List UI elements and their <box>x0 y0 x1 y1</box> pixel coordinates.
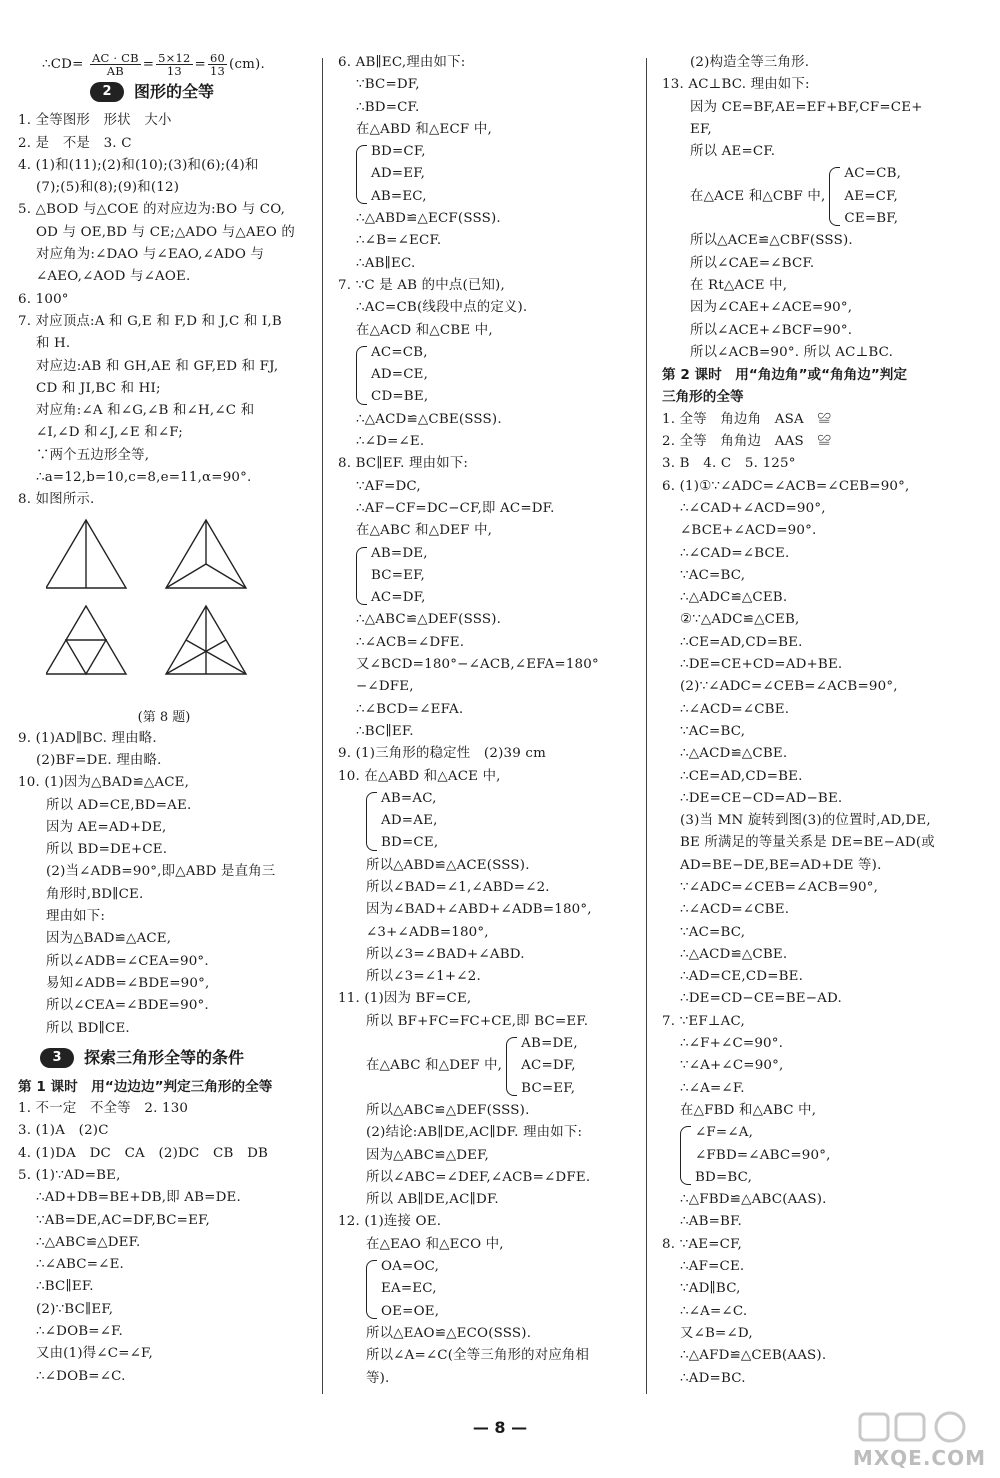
answer-line: 易知∠ADB=∠BDE=90°, <box>46 975 210 991</box>
answer-line: ∴AF−CF=DC−CF,即 AC=DF. <box>356 500 555 516</box>
answer-line: ∴AF=CE. <box>680 1259 745 1275</box>
answer-line: ∠I,∠D 和∠J,∠E 和∠F; <box>36 425 184 441</box>
answer-line: ∴△ACD≌△CBE(SSS). <box>356 411 502 427</box>
brace-symbol <box>356 346 367 405</box>
condition-line: AB=AC, <box>381 790 437 806</box>
answer-line: 3. (1)A (2)C <box>18 1123 109 1139</box>
condition-line: AB=DE, <box>521 1036 578 1052</box>
condition-line: AE=CF, <box>844 188 898 204</box>
column-middle <box>338 52 633 1390</box>
brace-symbol <box>680 1126 691 1185</box>
brace-symbol <box>366 792 377 851</box>
condition-line: AB=EC, <box>371 188 427 204</box>
answer-line: ∵AB=DE,AC=DF,BC=EF, <box>36 1212 210 1228</box>
answer-line: 等). <box>366 1370 390 1386</box>
answer-line: ∵AF=DC, <box>356 478 421 494</box>
answer-line: ∴△ABD≌△ECF(SSS). <box>356 211 501 227</box>
answer-line: ∴AD=CE,CD=BE. <box>680 969 804 985</box>
answer-line: 对应边:AB 和 GH,AE 和 GF,ED 和 FJ, <box>36 358 279 374</box>
answer-line: 5. (1)∵AD=BE, <box>18 1167 121 1183</box>
condition-line: CD=BE, <box>371 389 429 405</box>
watermark-logo <box>840 1410 990 1474</box>
condition-line: BD=CE, <box>381 835 439 851</box>
condition-line: AB=DE, <box>371 545 428 561</box>
answer-line: 4. (1)DA DC CA (2)DC CB DB <box>18 1145 269 1161</box>
answer-line: 所以△ACE≌△CBF(SSS). <box>690 233 853 249</box>
answer-line: ∴△AFD≌△CEB(AAS). <box>680 1348 827 1364</box>
figure-caption: (第 8 题) <box>137 709 191 725</box>
answer-line: ∴∠B=∠ECF. <box>356 233 442 249</box>
condition-line: AD=EF, <box>371 166 426 182</box>
condition-row <box>338 1033 633 1100</box>
answer-line: OD 与 OE,BD 与 CE;△ADO 与△AEO 的 <box>36 224 295 240</box>
answer-line: 所以△ABC≌△DEF(SSS). <box>366 1102 530 1118</box>
answer-line: 1. 不一定 不全等 2. 130 <box>18 1101 189 1117</box>
section-badge: 3 <box>40 1048 74 1068</box>
answer-line: ∴∠A=∠C. <box>680 1303 748 1319</box>
answer-line: 在△EAO 和△ECO 中, <box>366 1236 504 1252</box>
answer-line: 所以△EAO≌△ECO(SSS). <box>366 1325 532 1341</box>
answer-line: 13. AC⊥BC. 理由如下: <box>662 77 810 93</box>
answer-line: 所以∠CEA=∠BDE=90°. <box>46 998 209 1014</box>
answer-line: 又∠B=∠D, <box>680 1325 753 1341</box>
answer-line: 在△ACE 和△CBF 中, <box>690 188 826 204</box>
answer-line: ∴AD+DB=BE+DB,即 AB=DE. <box>36 1190 241 1206</box>
answer-line: 11. (1)因为 BF=CE, <box>338 991 472 1007</box>
watermark-text: MXQE.COM <box>852 1446 986 1470</box>
section-heading <box>18 1040 310 1076</box>
column-divider <box>646 58 647 1394</box>
page-number: — 8 — <box>472 1418 528 1437</box>
answer-line: ∠BCE+∠ACD=90°. <box>680 523 817 539</box>
answer-line: 所以∠3=∠1+∠2. <box>366 969 481 985</box>
answer-line: ∴△ABC≌△DEF. <box>36 1234 141 1250</box>
answer-line: 12. (1)连接 OE. <box>338 1214 442 1230</box>
condition-line: EA=EC, <box>381 1281 437 1297</box>
answer-line: 在△ACD 和△CBE 中, <box>356 322 493 338</box>
answer-line: ∴DE=CE−CD=AD−BE. <box>680 790 843 806</box>
answer-line: 对应角:∠A 和∠G,∠B 和∠H,∠C 和 <box>36 403 255 419</box>
answer-line: ∵∠A+∠C=90°, <box>680 1058 784 1074</box>
answer-line: ∴∠BCD=∠EFA. <box>356 701 464 717</box>
answer-line: (2)∵∠ADC=∠CEB=∠ACB=90°, <box>680 679 898 695</box>
answer-line: ∵BC=DF, <box>356 77 420 93</box>
answer-line: ∴AD=BC. <box>680 1370 746 1386</box>
answer-line: ∴∠ACD=∠CBE. <box>680 701 790 717</box>
condition-line: AD=AE, <box>381 813 438 829</box>
answer-line: 2. 是 不是 3. C <box>18 135 132 151</box>
column-divider <box>322 58 323 1394</box>
answer-line: (3)当 MN 旋转到图(3)的位置时,AD,DE, <box>680 813 931 829</box>
answer-line: ②∵△ADC≌△CEB, <box>680 612 800 628</box>
answer-line: 又∠BCD=180°−∠ACB,∠EFA=180° <box>356 657 599 673</box>
answer-line: 因为 CE=BF,AE=EF+BF,CF=CE+ <box>690 99 923 115</box>
answer-line: ∴DE=CD−CE=BE−AD. <box>680 991 842 1007</box>
answer-line: ∠AEO,∠AOD 与∠AOE. <box>36 269 191 285</box>
answer-line: CD 和 JI,BC 和 HI; <box>36 380 161 396</box>
answer-line: 7. 对应顶点:A 和 G,E 和 F,D 和 J,C 和 I,B <box>18 313 282 329</box>
answer-line: 又由(1)得∠C=∠F, <box>36 1346 153 1362</box>
answer-line: AD=BE−DE,BE=AD+DE 等). <box>680 857 882 873</box>
answer-line: 在△ABC 和△DEF 中, <box>356 523 493 539</box>
condition-brace <box>662 1122 982 1189</box>
answer-line: ∴∠CAD+∠ACD=90°, <box>680 500 826 516</box>
answer-line: 8. BC∥EF. 理由如下: <box>338 456 469 472</box>
answer-line: 8. ∵AE=CF, <box>662 1236 742 1252</box>
answer-line: 10. 在△ABD 和△ACE 中, <box>338 768 501 784</box>
answer-line: 2. 全等 角角边 AAS ≌ <box>662 434 832 450</box>
answer-line: ∴∠ACB=∠DFE. <box>356 634 465 650</box>
answer-line: ∴BD=CF. <box>356 99 420 115</box>
column-right <box>662 52 982 1390</box>
answer-line: ∴∠DOB=∠C. <box>36 1368 126 1384</box>
answer-line: ∵AC=BC, <box>680 567 746 583</box>
answer-line: 因为△BAD≌△ACE, <box>46 931 172 947</box>
condition-line: AD=CE, <box>371 367 429 383</box>
fraction: $\frac{5\times 12}{13}$ <box>158 51 191 78</box>
column-left <box>18 52 310 1388</box>
answer-line: (2)BF=DE. 理由略. <box>36 752 162 768</box>
answer-line: 所以△ABD≌△ACE(SSS). <box>366 857 530 873</box>
answer-line: ∴△ADC≌△CEB. <box>680 590 788 606</box>
condition-line: ∠F=∠A, <box>695 1125 754 1141</box>
brace-symbol <box>356 145 367 204</box>
answer-line: ∴△ACD≌△CBE. <box>680 746 788 762</box>
answer-line: ∴∠DOB=∠F. <box>36 1324 123 1340</box>
answer-line: ∵∠ADC=∠CEB=∠ACB=90°, <box>680 879 879 895</box>
answer-line: 在△ABC 和△DEF 中, <box>366 1058 503 1074</box>
answer-line: ∴∠ABC=∠E. <box>36 1257 125 1273</box>
answer-line: −∠DFE, <box>356 679 414 695</box>
answer-line: EF, <box>690 121 712 137</box>
answer-line: (2)构造全等三角形. <box>690 55 810 70</box>
answer-line: 因为∠CAE+∠ACE=90°, <box>690 300 853 316</box>
answer-line: ∠3+∠ADB=180°, <box>366 924 489 940</box>
condition-line: OA=OC, <box>381 1259 440 1275</box>
section-heading <box>18 74 310 110</box>
condition-brace <box>338 141 633 208</box>
answer-line: 所以 AD=CE,BD=AE. <box>46 797 192 813</box>
answer-line: ∴a=12,b=10,c=8,e=11,α=90°. <box>36 470 252 486</box>
condition-line: AC=CB, <box>371 344 428 360</box>
answer-line: 所以∠BAD=∠1,∠ABD=∠2. <box>366 879 550 895</box>
answer-line: ∴∠CAD=∠BCE. <box>680 545 790 561</box>
answer-line: 所以∠ACE+∠BCF=90°. <box>690 322 853 338</box>
condition-line: BC=EF, <box>371 567 425 583</box>
condition-line: AC=DF, <box>521 1058 576 1074</box>
answer-line: 对应角为:∠DAO 与∠EAO,∠ADO 与 <box>36 247 265 263</box>
answer-line: BE 所满足的等量关系是 DE=BE−AD(或 <box>680 835 935 851</box>
answer-line: 所以∠ADB=∠CEA=90°. <box>46 953 209 969</box>
answer-line: 所以 BF+FC=FC+CE,即 BC=EF. <box>366 1013 589 1029</box>
answer-line: 所以 AB∥DE,AC∥DF. <box>366 1192 499 1208</box>
answer-line: ∵两个五边形全等, <box>36 447 150 463</box>
answer-line: 所以∠CAE=∠BCF. <box>690 255 815 271</box>
brace-symbol <box>366 1260 377 1319</box>
lesson-heading: 第 1 课时 用“边边边”判定三角形的全等 <box>18 1078 273 1095</box>
answer-line: ∴∠ACD=∠CBE. <box>680 902 790 918</box>
answer-line: 理由如下: <box>46 909 106 925</box>
lesson-heading: 三角形的全等 <box>662 389 744 406</box>
condition-line: ∠FBD=∠ABC=90°, <box>695 1147 831 1163</box>
answer-line: 因为∠BAD+∠ABD+∠ADB=180°, <box>366 902 592 918</box>
answer-line: 在 Rt△ACE 中, <box>690 277 788 293</box>
answer-line: 9. (1)AD∥BC. 理由略. <box>18 730 157 746</box>
fraction: $\frac{60}{13}$ <box>209 51 226 78</box>
answer-line: 在△ABD 和△ECF 中, <box>356 121 492 137</box>
answer-line: ∴AB=BF. <box>680 1214 742 1230</box>
section-badge: 2 <box>90 82 124 102</box>
answer-line: (2)∵BC∥EF, <box>36 1301 114 1317</box>
lesson-heading: 第 2 课时 用“角边角”或“角角边”判定 <box>662 367 907 384</box>
answer-line: 所以∠ABC=∠DEF,∠ACB=∠DFE. <box>366 1169 591 1185</box>
condition-line: AC=CB, <box>844 166 902 182</box>
condition-brace <box>338 1256 633 1323</box>
answer-line: ∵AC=BC, <box>680 723 746 739</box>
answer-line: ∴BC∥EF. <box>36 1279 94 1295</box>
answer-line: ∴∠A=∠F. <box>680 1080 745 1096</box>
answer-line: 所以 BD=DE+CE. <box>46 842 168 858</box>
answer-line: ∴DE=CE+CD=AD+BE. <box>680 657 843 673</box>
answer-line: 所以∠3=∠BAD+∠ABD. <box>366 946 525 962</box>
fraction: $\frac{AC \cdot CB}{AB}$ <box>92 51 139 78</box>
condition-line: BD=CF, <box>371 144 426 160</box>
answer-line: ∴CD= $\frac{AC \cdot CB}{AB}$ = $\frac{5\times 12}{13}$ = $\frac{60}{13}$ (cm). <box>42 51 265 78</box>
answer-line: ∵AC=BC, <box>680 924 746 940</box>
answer-line: ∴∠D=∠E. <box>356 434 425 450</box>
answer-line: ∴△ACD≌△CBE. <box>680 946 788 962</box>
section-title: 探索三角形全等的条件 <box>84 1047 245 1067</box>
answer-line: 在△FBD 和△ABC 中, <box>680 1102 817 1118</box>
answer-line: ∴CE=AD,CD=BE. <box>680 634 803 650</box>
answer-line: ∴AB∥EC. <box>356 255 416 271</box>
answer-line: 6. 100° <box>18 291 69 307</box>
answer-line: 5. △BOD 与△COE 的对应边为:BO 与 CO, <box>18 202 286 218</box>
answer-line: ∴CE=AD,CD=BE. <box>680 768 803 784</box>
answer-line: 因为 AE=AD+DE, <box>46 819 167 835</box>
section-title: 图形的全等 <box>134 82 215 102</box>
answer-line: 7. ∵C 是 AB 的中点(已知), <box>338 277 505 293</box>
condition-line: CE=BF, <box>844 211 899 227</box>
answer-line: 因为△ABC≌△DEF, <box>366 1147 489 1163</box>
answer-line: 10. (1)因为△BAD≌△ACE, <box>18 775 190 791</box>
answer-line: 4. (1)和(11);(2)和(10);(3)和(6);(4)和 <box>18 157 259 173</box>
answer-line: 所以 AE=CF. <box>690 144 776 160</box>
answer-line: 6. (1)①∵∠ADC=∠ACB=∠CEB=90°, <box>662 478 910 494</box>
answer-line: (2)当∠ADB=90°,即△ABD 是直角三 <box>46 864 276 880</box>
brace-symbol <box>356 547 367 606</box>
answer-line: ∴△FBD≌△ABC(AAS). <box>680 1192 827 1208</box>
answer-line: ∵AD∥BC, <box>680 1281 741 1297</box>
condition-line: BD=BC, <box>695 1169 753 1185</box>
brace-symbol <box>506 1037 517 1096</box>
answer-line: 角形时,BD∥CE. <box>46 886 144 902</box>
answer-line: 1. 全等图形 形状 大小 <box>18 113 172 129</box>
condition-brace <box>338 788 633 855</box>
answer-line: 9. (1)三角形的稳定性 (2)39 cm <box>338 746 546 762</box>
answer-line: 所以∠A=∠C(全等三角形的对应角相 <box>366 1348 590 1364</box>
condition-line: OE=OE, <box>381 1303 440 1319</box>
triangle-figures <box>46 518 316 704</box>
answer-line: (7);(5)和(8);(9)和(12) <box>36 180 180 196</box>
brace-symbol <box>829 167 840 226</box>
answer-line: 6. AB∥EC,理由如下: <box>338 55 466 70</box>
answer-line: 3. B 4. C 5. 125° <box>662 456 796 472</box>
answer-line: 7. ∵EF⊥AC, <box>662 1013 745 1029</box>
answer-line: 所以 BD∥CE. <box>46 1020 130 1036</box>
condition-brace <box>506 1033 578 1100</box>
answer-line: 和 H. <box>36 336 71 352</box>
condition-brace <box>338 543 633 610</box>
condition-row <box>662 163 982 230</box>
answer-line: 1. 全等 角边角 ASA ≌ <box>662 411 832 427</box>
answer-line: 8. 如图所示. <box>18 492 95 508</box>
condition-line: AC=DF, <box>371 590 426 606</box>
answer-line: (2)结论:AB∥DE,AC∥DF. 理由如下: <box>366 1125 583 1141</box>
answer-line: ∴△ABC≌△DEF(SSS). <box>356 612 502 628</box>
condition-brace <box>338 342 633 409</box>
condition-brace <box>829 163 901 230</box>
answer-line: ∴BC∥EF. <box>356 723 414 739</box>
condition-line: BC=EF, <box>521 1080 576 1096</box>
answer-line: ∴∠F+∠C=90°. <box>680 1036 784 1052</box>
answer-line: 所以∠ACB=90°. 所以 AC⊥BC. <box>690 344 894 360</box>
answer-line: ∴AC=CB(线段中点的定义). <box>356 300 528 316</box>
